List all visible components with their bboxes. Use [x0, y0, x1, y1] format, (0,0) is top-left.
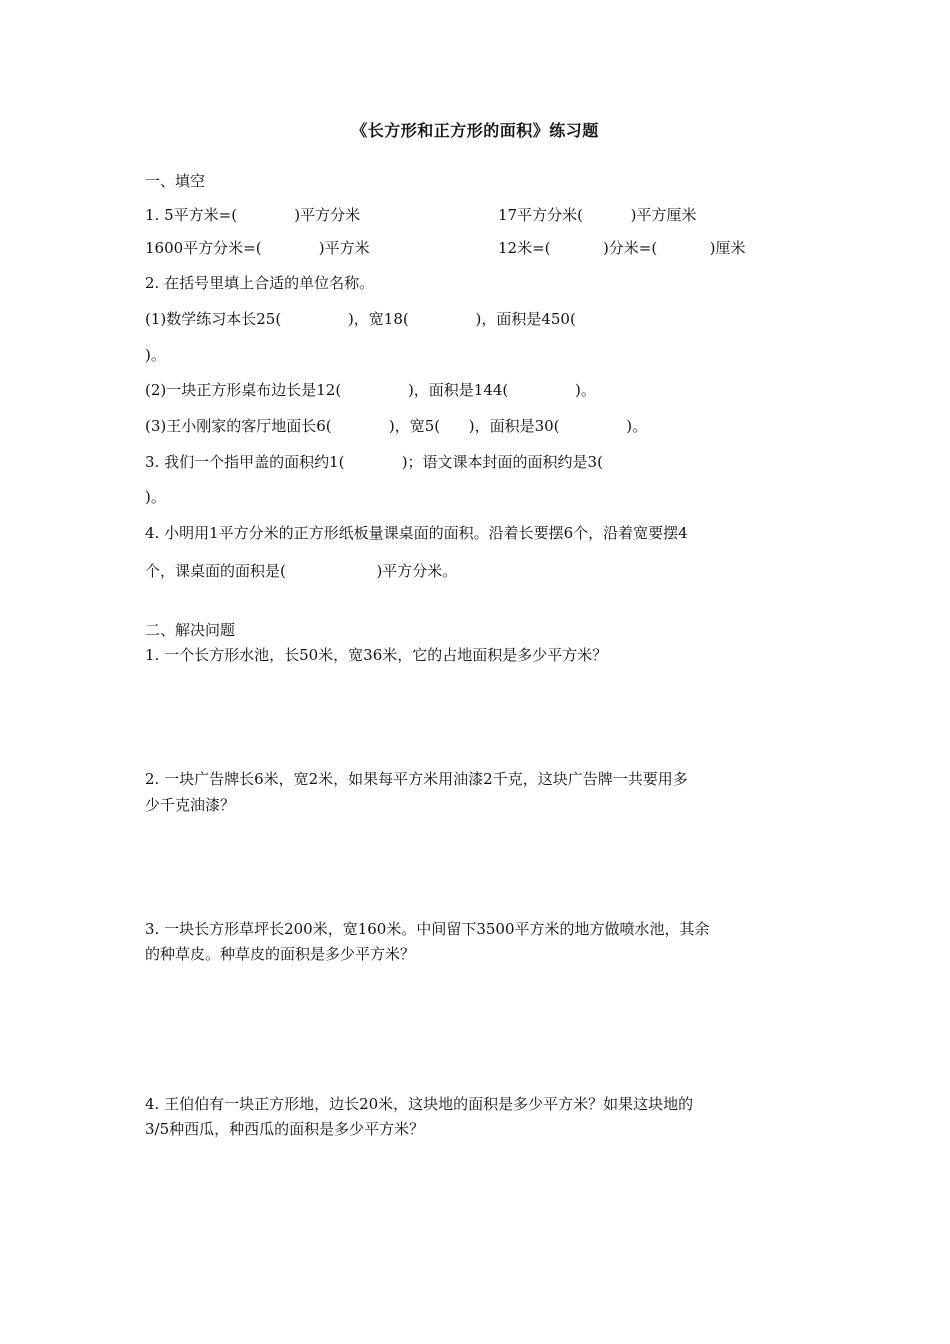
q1-line2-right: 12米=( )分米=( )厘米: [498, 239, 746, 257]
q1-line2-left: 1600平方分米=( )平方米: [145, 239, 370, 257]
problem-1: 1. 一个长方形水池，长50米，宽36米，它的占地面积是多少平方米？: [145, 646, 608, 664]
q2-item1-line-b: )。: [145, 346, 166, 364]
problem-3-line-b: 的种草皮。种草皮的面积是多少平方米？: [145, 945, 416, 963]
problem-2-line-b: 少千克油漆？: [145, 796, 236, 814]
problem-4-line-a: 4. 王伯伯有一块正方形地，边长20米，这块地的面积是多少平方米？如果这块地的: [145, 1095, 694, 1113]
q2-item1-line-a: (1)数学练习本长25( )，宽18( )，面积是450(: [145, 310, 576, 328]
q3-line-b: )。: [145, 488, 166, 506]
q4-line-a: 4. 小明用1平方分米的正方形纸板量课桌面的面积。沿着长要摆6个，沿着宽要摆4: [145, 524, 688, 542]
section1-heading: 一、填空: [145, 172, 206, 190]
worksheet-title: 《长方形和正方形的面积》练习题: [351, 121, 599, 140]
problem-4-line-b: 3/5种西瓜，种西瓜的面积是多少平方米？: [145, 1120, 425, 1138]
problem-2-line-a: 2. 一块广告牌长6米，宽2米，如果每平方米用油漆2千克，这块广告牌一共要用多: [145, 770, 688, 788]
section2-heading: 二、解决问题: [145, 621, 236, 639]
q3-line-a: 3. 我们一个指甲盖的面积约1( )；语文课本封面的面积约是3(: [145, 453, 603, 471]
q1-line1-right: 17平方分米( )平方厘米: [498, 206, 697, 224]
q2-intro: 2. 在括号里填上合适的单位名称。: [145, 274, 375, 292]
problem-3-line-a: 3. 一块长方形草坪长200米，宽160米。中间留下3500平方米的地方做喷水池，其余: [145, 920, 710, 938]
q2-item2: (2)一块正方形桌布边长是12( )，面积是144( )。: [145, 381, 596, 399]
q2-item3: (3)王小刚家的客厅地面长6( )，宽5( )，面积是30( )。: [145, 417, 648, 435]
q1-line1-left: 1. 5平方米=( )平方分米: [145, 206, 361, 224]
q4-line-b: 个，课桌面的面积是( )平方分米。: [145, 562, 458, 580]
